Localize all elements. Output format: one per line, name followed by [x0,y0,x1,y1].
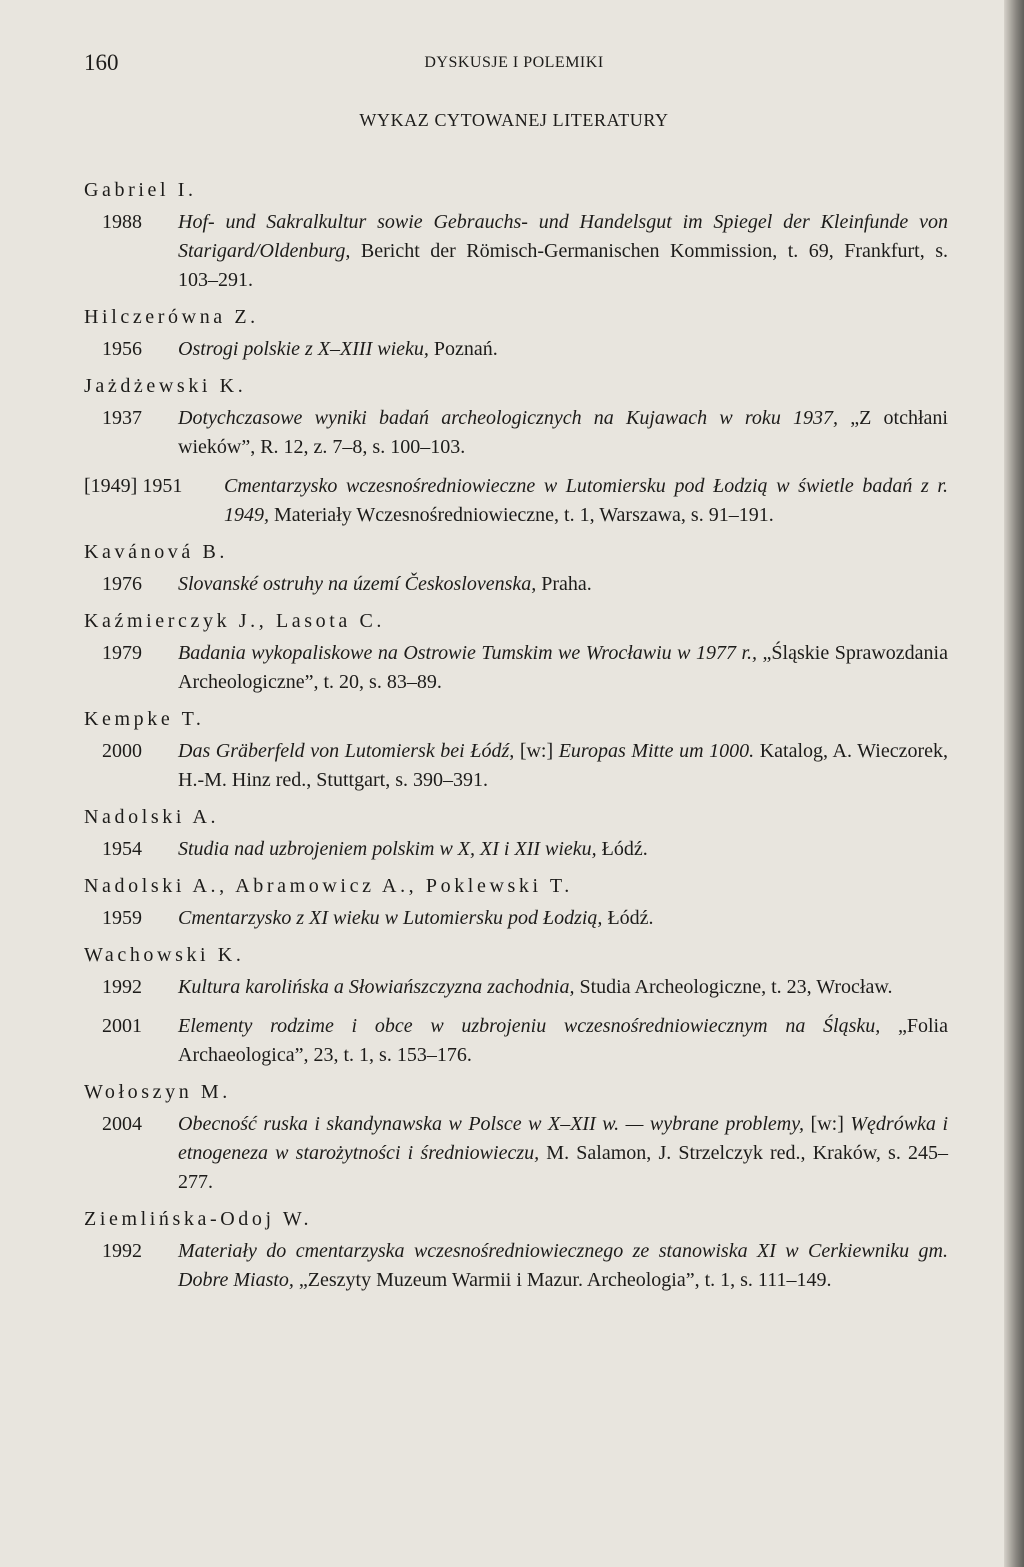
entry-reference [178,835,948,864]
section-title: DYSKUSJE I POLEMIKI [424,54,604,71]
entry-details: „Śląskie Sprawozdania Archeologiczne”, t. 20, s. 83–89. [178,642,948,693]
entry-reference [178,737,948,795]
entry-year: 1988 [102,211,142,233]
entry-year: 1954 [102,838,142,860]
entry-reference [178,335,948,364]
entry-year: 1937 [102,407,142,429]
author-block [84,609,948,697]
author-name: Kaźmierczyk J., Lasota C. [84,610,386,632]
bibliography-entry [84,570,948,599]
entry-year: 2001 [102,1015,142,1037]
entry-reference [224,472,948,530]
bibliography-entry [84,835,948,864]
author-block [84,1080,948,1197]
entry-title: Elementy rodzime i obce w uzbrojeniu wczesnośredniowiecznym na Śląsku, [178,1015,881,1037]
entry-details: [w:] [514,740,559,762]
bibliography-entry [84,973,948,1002]
author-name: Wachowski K. [84,944,245,966]
bibliography-entry [84,1012,948,1070]
entry-reference [178,973,948,1002]
entry-reference [178,904,948,933]
entry-details: „Folia Archaeologica”, 23, t. 1, s. 153–176. [178,1015,948,1066]
author-block [84,178,948,295]
entry-year: 1992 [102,976,142,998]
author-name: Nadolski A., Abramowicz A., Poklewski T. [84,875,573,897]
entry-details: Poznań. [428,338,498,360]
entry-title: Ostrogi polskie z X–XIII wieku, [178,338,429,360]
entry-year: 1992 [102,1240,142,1262]
entry-title-secondary: Europas Mitte um 1000. [558,740,755,762]
author-name: Kavánová B. [84,541,229,563]
author-name: Wołoszyn M. [84,1081,231,1103]
entry-reference [178,208,948,295]
entry-title: Hof- und Sakralkultur sowie Gebrauchs- und Handelsgut im Spiegel der Kleinfunde von Starigard/Oldenburg, [178,211,948,262]
entry-reference [178,570,948,599]
author-block [84,874,948,933]
entry-details: [w:] [804,1113,851,1135]
bibliography-entry [84,208,948,295]
author-block [84,374,948,530]
entry-details: Praha. [536,573,592,595]
bibliography-entry [84,1110,948,1197]
entry-year: 1976 [102,573,142,595]
entry-title: Materiały do cmentarzyska wczesnośredniowiecznego ze stanowiska XI w Cerkiewniku gm. Dobre Miasto, [178,1240,948,1291]
author-name: Hilczerówna Z. [84,306,259,328]
bibliography-heading: WYKAZ CYTOWANEJ LITERATURY [359,110,669,130]
bibliography-entry [84,737,948,795]
book-spine-shadow [1004,0,1024,1567]
entry-reference [178,1110,948,1197]
bibliography-entry [84,472,948,530]
entry-title: Studia nad uzbrojeniem polskim w X, XI i XII wieku, [178,838,597,860]
entry-details: Bericht der Römisch-Germanischen Kommission, t. 69, Frankfurt, s. 103–291. [178,240,948,291]
entry-title: Badania wykopaliskowe na Ostrowie Tumskim we Wrocławiu w 1977 r., [178,642,758,664]
entry-reference [178,1237,948,1295]
entry-year: 1979 [102,642,142,664]
page-number: 160 [84,50,119,75]
bibliography-entry [84,404,948,462]
author-block [84,805,948,864]
entry-title: Dotychczasowe wyniki badań archeologicznych na Kujawach w roku 1937, [178,407,839,429]
bibliography-list [84,178,948,1305]
author-block [84,1207,948,1295]
bibliography-entry [84,335,948,364]
entry-details-secondary: M. Salamon, J. Strzelczyk red., Kraków, s. 245–277. [178,1142,949,1193]
entry-year: 1959 [102,907,142,929]
entry-reference [178,639,948,697]
entry-details-secondary: Katalog, A. Wieczorek, H.-M. Hinz red., Stuttgart, s. 390–391. [178,740,948,791]
author-name: Gabriel I. [84,179,197,201]
entry-year: 2004 [102,1113,142,1135]
bibliography-entry [84,904,948,933]
author-block [84,305,948,364]
author-block [84,943,948,1070]
running-head [84,50,944,80]
entry-title: Obecność ruska i skandynawska w Polsce w X–XII w. — wybrane problemy, [178,1113,805,1135]
entry-details: Materiały Wczesnośredniowieczne, t. 1, Warszawa, s. 91–191. [269,504,774,526]
entry-year: 1956 [102,338,142,360]
entry-details: „Z otchłani wieków”, R. 12, z. 7–8, s. 100–103. [178,407,948,458]
author-name: Ziemlińska-Odoj W. [84,1208,313,1230]
author-block [84,540,948,599]
author-name: Nadolski A. [84,806,220,828]
bibliography-entry [84,639,948,697]
entry-details: Łódź. [596,838,648,860]
entry-year: 2000 [102,740,142,762]
entry-year: [1949] 1951 [84,475,183,497]
author-name: Kempke T. [84,708,205,730]
entry-details: Łódź. [602,907,654,929]
author-block [84,707,948,795]
entry-reference [178,1012,948,1070]
entry-details: „Zeszyty Muzeum Warmii i Mazur. Archeologia”, t. 1, s. 111–149. [293,1269,832,1291]
entry-reference [178,404,948,462]
entry-title: Kultura karolińska a Słowiańszczyzna zachodnia, [178,976,575,998]
entry-title: Cmentarzysko wczesnośredniowieczne w Lutomiersku pod Łodzią w świetle badań z r. 1949, [224,475,948,526]
entry-title: Slovanské ostruhy na území Československa, [178,573,537,595]
entry-title: Das Gräberfeld von Lutomiersk bei Łódź, [178,740,515,762]
entry-details: Studia Archeologiczne, t. 23, Wrocław. [574,976,893,998]
bibliography-entry [84,1237,948,1295]
entry-title: Cmentarzysko z XI wieku w Lutomiersku pod Łodzią, [178,907,603,929]
entry-title-secondary: Wędrówka i etnogeneza w starożytności i średniowieczu, [178,1113,948,1164]
author-name: Jażdżewski K. [84,375,247,397]
